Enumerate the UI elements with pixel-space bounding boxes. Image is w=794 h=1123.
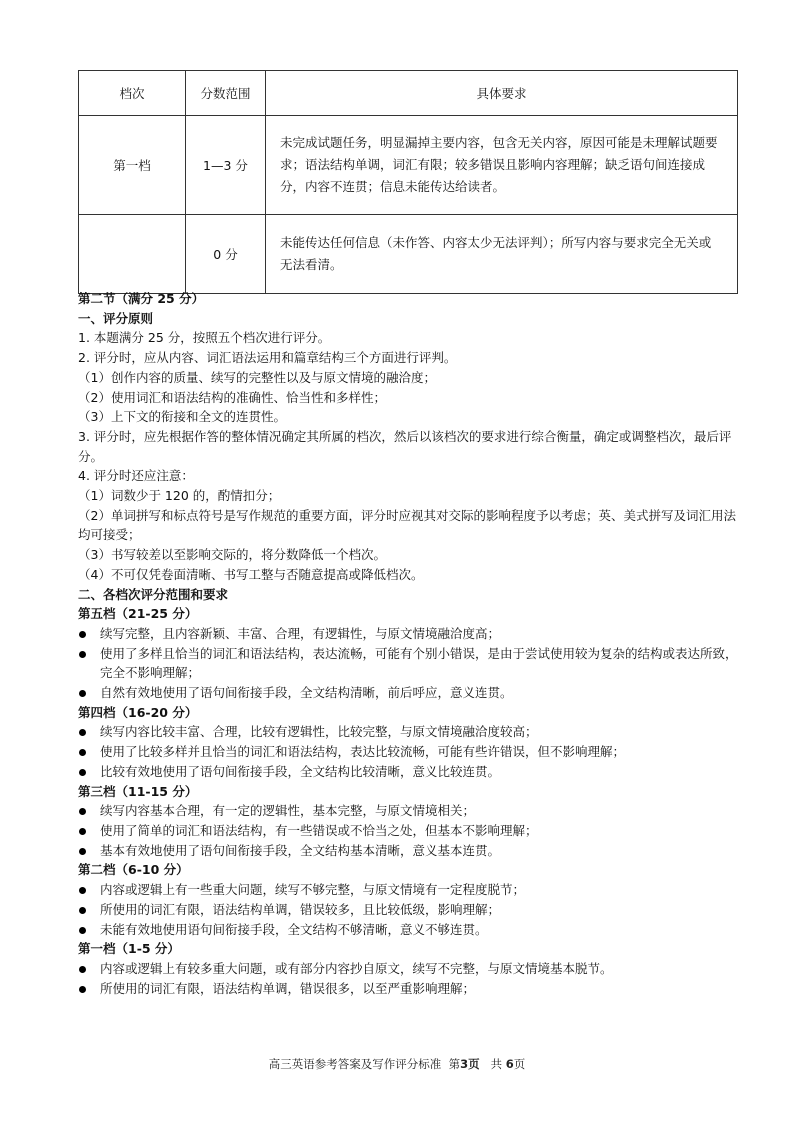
level-2-title: 第二档（6-10 分） [78, 862, 189, 878]
footer-page-total: 6 [505, 1057, 514, 1071]
principle-2-sub-2: （2）使用词汇和语法结构的准确性、恰当性和多样性； [78, 389, 386, 405]
page-footer [0, 1056, 794, 1072]
list-item-text: 所使用的词汇有限，语法结构单调，错误较多，且比较低级，影响理解； [100, 901, 501, 917]
list-item-text: 未能有效地使用语句间衔接手段，全文结构不够清晰，意义不够连贯。 [100, 921, 488, 937]
list-item-text: 内容或逻辑上有较多重大问题，或有部分内容抄自原文，续写不完整，与原文情境基本脱节。 [100, 960, 613, 976]
list-item-text: 续写完整，且内容新颖、丰富、合理，有逻辑性，与原文情境融洽度高； [100, 625, 501, 641]
level-4-title: 第四档（16-20 分） [78, 704, 198, 720]
list-item [78, 920, 738, 940]
header-level: 档次 [79, 71, 186, 116]
section-two-body [78, 289, 738, 998]
list-item [78, 880, 738, 900]
bullet-icon [79, 631, 86, 638]
list-item [78, 900, 738, 920]
footer-total-suffix: 页 [513, 1057, 526, 1071]
list-item-text: 续写内容比较丰富、合理，比较有逻辑性，比较完整，与原文情境融洽度较高； [100, 724, 538, 740]
cell-score: 1—3 分 [186, 116, 266, 215]
bullet-icon [79, 749, 86, 756]
footer-total-prefix: 共 [490, 1057, 503, 1071]
list-item [78, 801, 738, 821]
footer-page-suffix: 页 [468, 1057, 480, 1071]
list-item [78, 624, 738, 644]
header-score: 分数范围 [186, 71, 266, 116]
table-header-row [79, 71, 738, 116]
list-item-text: 使用了简单的词汇和语法结构，有一些错误或不恰当之处，但基本不影响理解； [100, 822, 538, 838]
list-item [78, 821, 738, 841]
bullet-icon [79, 986, 86, 993]
cell-score: 0 分 [186, 215, 266, 294]
bullet-icon [79, 966, 86, 973]
section-title: 第二节（满分 25 分） [78, 291, 205, 306]
principle-1: 1. 本题满分 25 分，按照五个档次进行评分。 [78, 330, 331, 346]
table-row [79, 215, 738, 294]
bullet-icon [79, 927, 86, 934]
footer-doc-title: 高三英语参考答案及写作评分标准 [268, 1057, 442, 1071]
bullet-icon [79, 828, 86, 835]
principle-4-sub-4: （4）不可仅凭卷面清晰、书写工整与否随意提高或降低档次。 [78, 566, 424, 582]
principle-4: 4. 评分时还应注意： [78, 468, 194, 484]
cell-level [79, 215, 186, 294]
list-item [78, 841, 738, 861]
list-item-text: 使用了多样且恰当的词汇和语法结构，表达流畅，可能有个别小错误，是由于尝试使用较为复杂的结构或表达所致，完全不影响理解； [100, 645, 738, 681]
principles-heading: 一、评分原则 [78, 310, 154, 326]
list-item [78, 959, 738, 979]
principle-3: 3. 评分时，应先根据作答的整体情况确定其所属的档次，然后以该档次的要求进行综合衡量，确定或调整档次，最后评分。 [78, 428, 732, 464]
cell-requirement: 未能传达任何信息（未作答、内容太少无法评判）；所写内容与要求完全无关或无法看清。 [266, 215, 738, 294]
principle-2: 2. 评分时，应从内容、词汇语法运用和篇章结构三个方面进行评判。 [78, 350, 457, 366]
list-item-text: 比较有效地使用了语句间衔接手段，全文结构比较清晰，意义比较连贯。 [100, 763, 501, 779]
bullet-icon [79, 887, 86, 894]
bullet-icon [79, 808, 86, 815]
footer-page-current: 3 [460, 1057, 469, 1071]
list-item-text: 自然有效地使用了语句间衔接手段，全文结构清晰，前后呼应，意义连贯。 [100, 685, 513, 701]
list-item-text: 续写内容基本合理，有一定的逻辑性，基本完整，与原文情境相关； [100, 803, 476, 819]
list-item [78, 644, 738, 683]
cell-requirement: 未完成试题任务，明显漏掉主要内容，包含无关内容，原因可能是未理解试题要求；语法结构单调，词汇有限；较多错误且影响内容理解；缺乏语句间连接成分，内容不连贯；信息未能传达给读者。 [266, 116, 738, 215]
level-5-title: 第五档（21-25 分） [78, 606, 198, 622]
bullet-icon [79, 907, 86, 914]
list-item-text: 使用了比较多样并且恰当的词汇和语法结构，表达比较流畅，可能有些许错误，但不影响理解； [100, 744, 626, 760]
principle-4-sub-1: （1）词数少于 120 的，酌情扣分； [78, 488, 281, 504]
levels-heading: 二、各档次评分范围和要求 [78, 586, 229, 602]
list-item-text: 基本有效地使用了语句间衔接手段，全文结构基本清晰，意义基本连贯。 [100, 842, 501, 858]
bullet-icon [79, 651, 86, 658]
list-item [78, 979, 738, 999]
level-3-title: 第三档（11-15 分） [78, 783, 198, 799]
bullet-icon [79, 729, 86, 736]
bullet-icon [79, 690, 86, 697]
level-1-title: 第一档（1-5 分） [78, 941, 180, 957]
list-item-text: 所使用的词汇有限，语法结构单调，错误很多，以至严重影响理解； [100, 980, 476, 996]
cell-level: 第一档 [79, 116, 186, 215]
principle-2-sub-3: （3）上下文的衔接和全文的连贯性。 [78, 409, 286, 425]
list-item [78, 683, 738, 703]
principle-2-sub-1: （1）创作内容的质量、续写的完整性以及与原文情境的融洽度； [78, 369, 436, 385]
principle-4-sub-2: （2）单词拼写和标点符号是写作规范的重要方面，评分时应视其对交际的影响程度予以考虑；英、美式拼写及词汇用法均可接受； [78, 507, 736, 543]
principle-4-sub-3: （3）书写较差以至影响交际的，将分数降低一个档次。 [78, 547, 386, 563]
footer-page-prefix: 第 [448, 1057, 461, 1071]
grading-table [78, 70, 738, 294]
list-item [78, 762, 738, 782]
table-row [79, 116, 738, 215]
list-item [78, 722, 738, 742]
header-requirement: 具体要求 [266, 71, 738, 116]
bullet-icon [79, 769, 86, 776]
list-item-text: 内容或逻辑上有一些重大问题，续写不够完整，与原文情境有一定程度脱节； [100, 882, 526, 898]
bullet-icon [79, 848, 86, 855]
list-item [78, 742, 738, 762]
